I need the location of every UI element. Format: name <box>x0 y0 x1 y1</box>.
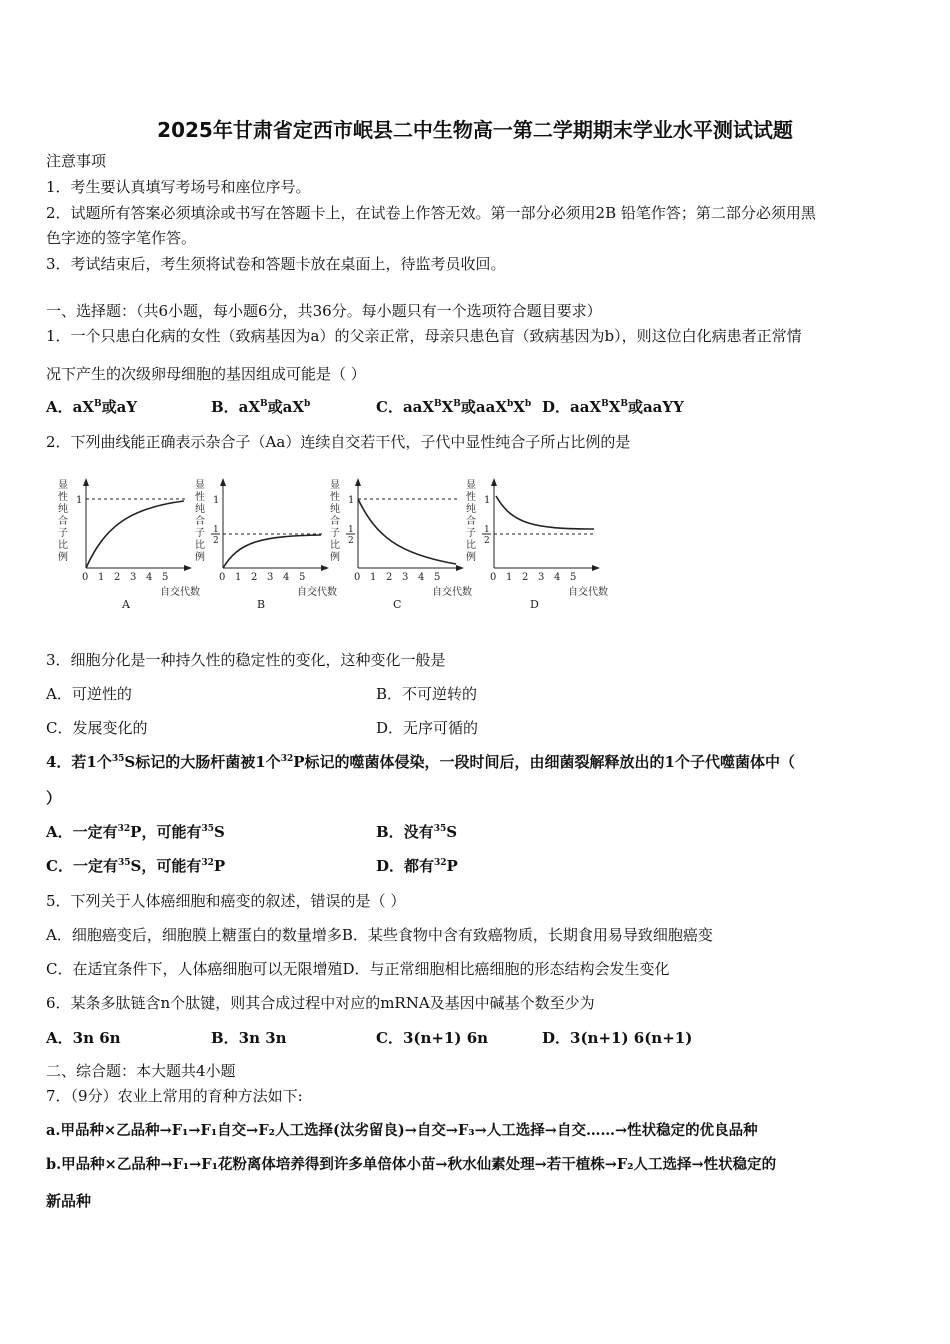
svg-text:2: 2 <box>484 536 490 546</box>
q5-options-ab: A．细胞癌变后，细胞膜上糖蛋白的数量增多B．某些食物中含有致癌物质，长期食用易导致细胞癌变 <box>46 926 713 944</box>
q6-stem: 6．某条多肽链含n个肽键，则其合成过程中对应的mRNA及基因中碱基个数至少为 <box>46 994 595 1012</box>
notice-heading: 注意事项 <box>46 152 107 170</box>
y-label-char: 性 <box>58 492 68 503</box>
y-tick-1: 1 <box>76 495 83 506</box>
q3-option-b: B．不可逆转的 <box>376 685 478 703</box>
q4-option-d: D．都有$^{32}$P <box>376 857 458 875</box>
x-tick-label: 2 <box>386 572 393 583</box>
q1-stem-cont: 况下产生的次级卵母细胞的基因组成可能是（ ） <box>46 365 366 383</box>
y-label-char: 纯 <box>466 504 476 515</box>
graph-name-a: A <box>122 598 130 611</box>
graph-d <box>464 476 614 616</box>
graph-c <box>328 476 478 616</box>
section2-heading: 二、综合题：本大题共4小题 <box>46 1062 236 1080</box>
section1-heading: 一、选择题：（共6小题，每小题6分，共36分。每小题只有一个选项符合题目要求） <box>46 302 602 320</box>
graph-ylabel <box>330 479 340 563</box>
x-tick-label: 2 <box>251 572 258 583</box>
y-tick-half <box>346 525 355 546</box>
page-title: 2025年甘肃省定西市岷县二中生物高一第二学期期末学业水平测试试题 <box>157 118 793 142</box>
y-label-char: 比 <box>195 540 205 551</box>
q6-option-a: A．3n 6n <box>46 1029 121 1047</box>
y-label-char: 性 <box>195 492 205 503</box>
q1-option-d: D．$aaX^BX^B$或aaYY <box>542 398 684 416</box>
y-tick-half <box>482 525 491 546</box>
y-label-char: 纯 <box>330 504 340 515</box>
x-tick-label: 1 <box>235 572 242 583</box>
x-tick-label: 2 <box>114 572 121 583</box>
y-label-char: 合 <box>466 516 476 527</box>
notice-item-2-cont: 色字迹的签字笔作答。 <box>46 229 197 247</box>
y-label-char: 显 <box>466 480 476 491</box>
y-label-char: 子 <box>195 528 205 539</box>
graph-ylabel <box>466 479 476 563</box>
q3-option-a: A．可逆性的 <box>46 685 132 703</box>
q1-stem: 1．一个只患白化病的女性（致病基因为a）的父亲正常，母亲只患色盲（致病基因为b），则这位白化病患者正常情 <box>46 327 802 345</box>
graph-name-b: B <box>257 598 266 611</box>
q6-option-b: B．3n 3n <box>211 1029 287 1047</box>
y-tick-1: 1 <box>484 495 491 506</box>
x-tick-label: 4 <box>554 572 561 583</box>
y-label-char: 显 <box>58 480 68 491</box>
graph-name-d: D <box>530 598 539 611</box>
y-label-char: 显 <box>330 480 340 491</box>
q4-option-c: C．一定有$^{35}$S，可能有$^{32}$P <box>46 857 226 875</box>
y-tick-half <box>211 525 220 546</box>
x-tick-label: 1 <box>506 572 513 583</box>
graph-ylabel <box>58 479 68 563</box>
notice-item-1: 1．考生要认真填写考场号和座位序号。 <box>46 178 311 196</box>
svg-text:2: 2 <box>348 536 354 546</box>
graph-b <box>193 476 343 616</box>
q5-options-cd: C．在适宜条件下，人体癌细胞可以无限增殖D．与正常细胞相比癌细胞的形态结构会发生变化 <box>46 960 670 978</box>
x-axis-label: 自交代数 <box>297 587 337 598</box>
y-label-char: 子 <box>330 528 340 539</box>
y-label-char: 性 <box>466 492 476 503</box>
notice-item-2: 2．试题所有答案必须填涂或书写在答题卡上，在试卷上作答无效。第一部分必须用2B 铅笔作答；第二部分必须用黑 <box>46 204 816 222</box>
graph-a <box>56 476 206 616</box>
graph-ylabel <box>195 479 205 563</box>
y-tick-1: 1 <box>348 495 355 506</box>
x-tick-label: 0 <box>82 572 89 583</box>
y-label-char: 子 <box>58 528 68 539</box>
q1-option-b: B．$aX^B$或$aX^b$ <box>211 398 311 416</box>
q3-option-d: D．无序可循的 <box>376 719 479 737</box>
y-label-char: 例 <box>466 552 476 563</box>
x-tick-label: 2 <box>522 572 529 583</box>
y-label-char: 显 <box>195 480 205 491</box>
x-tick-label: 5 <box>570 572 577 583</box>
x-tick-label: 5 <box>162 572 169 583</box>
svg-text:1: 1 <box>348 525 354 535</box>
x-tick-label: 4 <box>146 572 153 583</box>
q3-stem: 3．细胞分化是一种持久性的稳定性的变化，这种变化一般是 <box>46 651 446 669</box>
q4-option-a: A．一定有$^{32}$P，可能有$^{35}$S <box>46 823 225 841</box>
x-tick-label: 4 <box>283 572 290 583</box>
x-tick-label: 0 <box>490 572 497 583</box>
x-axis-label: 自交代数 <box>432 587 472 598</box>
y-label-char: 纯 <box>58 504 68 515</box>
q5-stem: 5．下列关于人体癌细胞和癌变的叙述，错误的是（ ） <box>46 892 406 910</box>
x-tick-label: 1 <box>98 572 105 583</box>
y-label-char: 比 <box>330 540 340 551</box>
x-tick-label: 5 <box>434 572 441 583</box>
q4-option-b: B．没有$^{35}$S <box>376 823 458 841</box>
y-label-char: 子 <box>466 528 476 539</box>
y-label-char: 合 <box>58 516 68 527</box>
notice-item-3: 3．考试结束后，考生须将试卷和答题卡放在桌面上，待监考员收回。 <box>46 255 506 273</box>
svg-text:1: 1 <box>484 525 490 535</box>
q7-method-b-cont: 新品种 <box>46 1192 92 1210</box>
q7-stem: 7．（9分）农业上常用的育种方法如下: <box>46 1087 303 1105</box>
q2-stem: 2．下列曲线能正确表示杂合子（Aa）连续自交若干代，子代中显性纯合子所占比例的是 <box>46 433 631 451</box>
y-label-char: 合 <box>195 516 205 527</box>
q4-stem-cont: ） <box>46 789 62 807</box>
x-tick-label: 3 <box>538 572 545 583</box>
y-tick-1: 1 <box>213 495 220 506</box>
x-tick-label: 5 <box>299 572 306 583</box>
x-axis-label: 自交代数 <box>568 587 608 598</box>
x-tick-label: 0 <box>219 572 226 583</box>
q3-option-c: C．发展变化的 <box>46 719 148 737</box>
y-label-char: 比 <box>466 540 476 551</box>
svg-text:1: 1 <box>213 525 219 535</box>
y-label-char: 比 <box>58 540 68 551</box>
y-label-char: 例 <box>58 552 68 563</box>
x-tick-label: 0 <box>354 572 361 583</box>
y-label-char: 性 <box>330 492 340 503</box>
q6-option-c: C．3(n+1) 6n <box>376 1029 489 1047</box>
graph-name-c: C <box>393 598 402 611</box>
y-label-char: 纯 <box>195 504 205 515</box>
x-axis-label: 自交代数 <box>160 587 200 598</box>
y-label-char: 例 <box>195 552 205 563</box>
q4-stem: 4．若1个$^{35}$S标记的大肠杆菌被1个$^{32}$P标记的噬菌体侵染，一段时间后，由细菌裂解释放出的1个子代噬菌体中（ <box>46 753 795 771</box>
svg-text:2: 2 <box>213 536 219 546</box>
x-tick-label: 3 <box>267 572 274 583</box>
q6-option-d: D．3(n+1) 6(n+1) <box>542 1029 693 1047</box>
q7-method-b: b.甲品种×乙品种→F₁→F₁花粉离体培养得到许多单倍体小苗→秋水仙素处理→若干植株→F₂人工选择→性状稳定的 <box>46 1156 777 1173</box>
y-label-char: 合 <box>330 516 340 527</box>
x-tick-label: 3 <box>402 572 409 583</box>
x-tick-label: 3 <box>130 572 137 583</box>
x-tick-label: 4 <box>418 572 425 583</box>
q1-option-a: A．$aX^B$或aY <box>46 398 138 416</box>
y-label-char: 例 <box>330 552 340 563</box>
q1-option-c: C．$aaX^BX^B$或$aaX^bX^b$ <box>376 398 532 416</box>
q7-method-a: a.甲品种×乙品种→F₁→F₁自交→F₂人工选择(汰劣留良)→自交→F₃→人工选择→自交……→性状稳定的优良品种 <box>46 1122 758 1139</box>
x-tick-label: 1 <box>370 572 377 583</box>
